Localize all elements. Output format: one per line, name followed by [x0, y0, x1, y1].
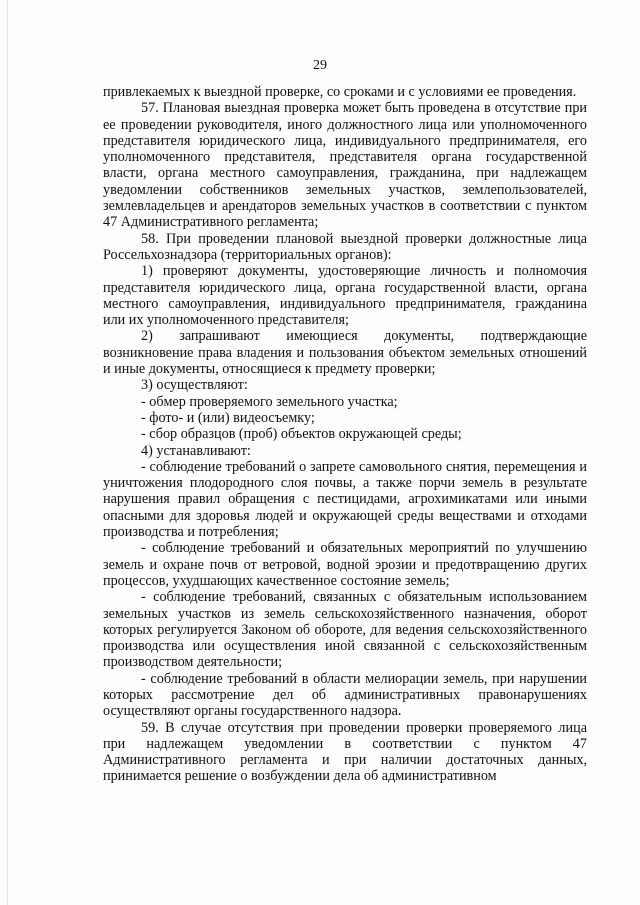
- list-item-measurement: - обмер проверяемого земельного участка;: [141, 393, 398, 410]
- paragraph-continuation: привлекаемых к выездной проверке, со сроками и с условиями ее проведения.: [103, 84, 577, 100]
- paragraph-58-item-1: 1) проверяют документы, удостоверяющие личность и полномочия представителя юридического лица, органа государственной власти, органа местного самоуправления, индивидуального предпринимателя, гражданина или их уполномоченного представителя;: [103, 263, 587, 329]
- paragraph-58-item-4: 4) устанавливают:: [141, 442, 251, 459]
- list-item-soil-protection: - соблюдение требований и обязательных мероприятий по улучшению земель и охране почв от ветровой, водной эрозии и предотвращению других процессов, ухудшающих качественное состояние земель;: [103, 540, 587, 589]
- scan-edge-line: [7, 0, 8, 905]
- list-item-melioration: - соблюдение требований в области мелиорации земель, при нарушении которых рассмотрение дел об административных правонарушениях осуществляют органы государственного надзора.: [103, 670, 587, 720]
- page-number: 29: [313, 58, 327, 73]
- list-item-photo-video: - фото- и (или) видеосъемку;: [141, 409, 315, 426]
- list-item-samples: - сбор образцов (проб) объектов окружающей среды;: [141, 426, 462, 443]
- paragraph-57: 57. Плановая выездная проверка может быть проведена в отсутствие при ее проведении руководителя, иного должностного лица или уполномоченного представителя юридического лица, индивидуального предпринимателя, его уполномоченного представителя, представителя органа государственной власти, органа местного самоуправления, гражданина, при надлежащем уведомлении собственников земельных участков, землепользователей, землевладельцев и арендаторов земельных участков в соответствии с пунктом 47 Административного регламента;: [103, 100, 587, 231]
- paragraph-59: 59. В случае отсутствия при проведении проверки проверяемого лица при надлежащем уведомлении в соответствии с пунктом 47 Административного регламента и при наличии достаточных данных, принимается решение о возбуждении дела об административном: [103, 719, 587, 785]
- list-item-fertile-layer: - соблюдение требований о запрете самовольного снятия, перемещения и уничтожения плодородного слоя почвы, а также порчи земель в результате нарушения правил обращения с пестицидами, агрохимикатами или иными опасными для здоровья людей и окружающей среды веществами и отходами производства и потребления;: [103, 458, 587, 541]
- paragraph-58: 58. При проведении плановой выездной проверки должностные лица Россельхознадзора (территориальных органов):: [103, 230, 587, 263]
- paragraph-58-item-3: 3) осуществляют:: [141, 377, 248, 394]
- list-item-agricultural-use: - соблюдение требований, связанных с обязательным использованием земельных участков из земель сельскохозяйственного назначения, оборот которых регулируется Законом об обороте, для ведения сельскохозяйственного производства или осуществления иной связанной с сельскохозяйственным производством деятельности;: [103, 589, 587, 671]
- paragraph-58-item-2: 2) запрашивают имеющиеся документы, подтверждающие возникновение права владения и пользования объектом земельных отношений и иные документы, относящиеся к предмету проверки;: [103, 328, 587, 378]
- body-text: [103, 84, 587, 785]
